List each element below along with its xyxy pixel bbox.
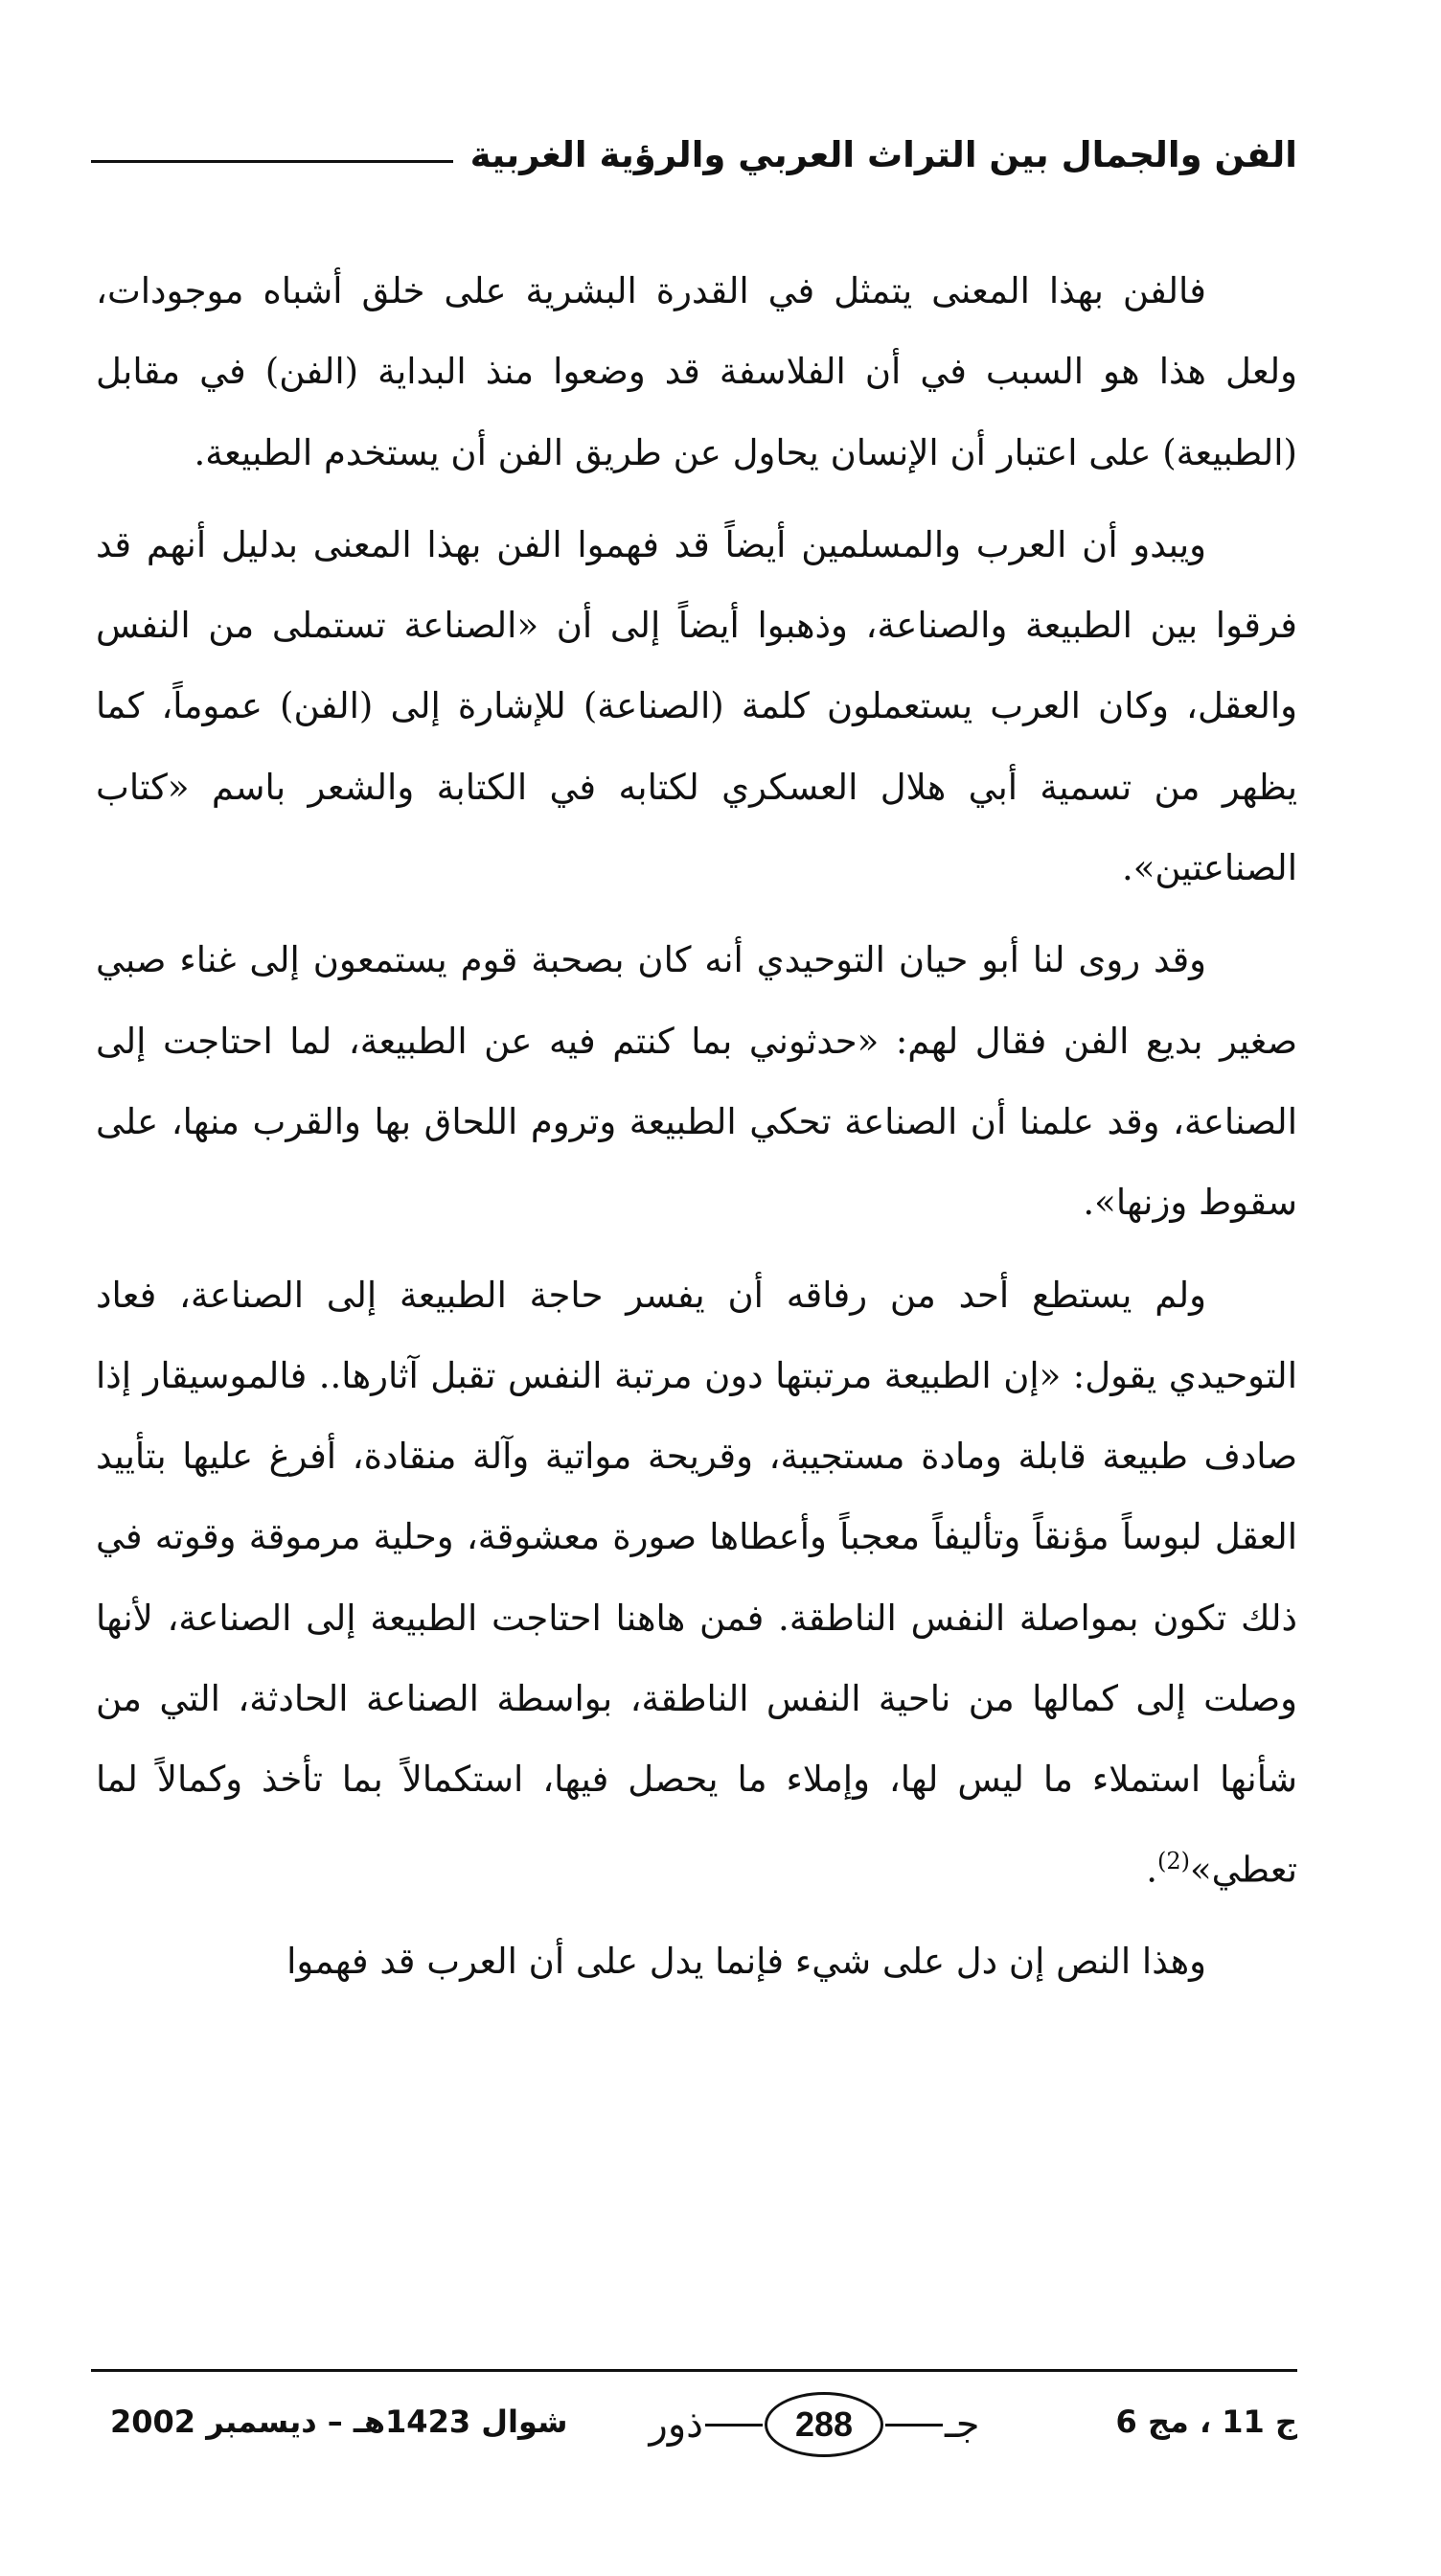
paragraph-4	[96, 1255, 1297, 1911]
brand-tatweel-line	[885, 2424, 943, 2426]
paragraph-1: فالفن بهذا المعنى يتمثل في القدرة البشرية على خلق أشباه موجودات، ولعل هذا هو السبب في أن الفلاسفة قد وضعوا منذ البداية (الفن) في مقابل (الطبيعة) على اعتبار أن الإنسان يحاول عن طريق الفن أن يستخدم الطبيعة.	[96, 270, 1297, 473]
running-header	[91, 134, 1297, 175]
paragraph-4-text: ولم يستطع أحد من رفاقه أن يفسر حاجة الطبيعة إلى الصناعة، فعاد التوحيدي يقول: «إن الطبيعة مرتبتها دون مرتبة النفس تقبل آثارها.. فالموسيقار إذا صادف طبيعة قابلة ومادة مستجيبة، وقريحة مواتية وآلة منقادة، أفرغ عليها بتأييد العقل لبوساً مؤنقاً وتأليفاً معجباً وأعطاها صورة معشوقة، وحلية مرموقة وقوته في ذلك تكون بمواصلة النفس الناطقة. فمن هاهنا احتاجت الطبيعة إلى الصناعة، لأنها وصلت إلى كمالها من ناحية النفس الناطقة، بواسطة الصناعة الحادثة، التي من شأنها استملاء ما ليس لها، وإملاء ما يحصل فيها، استكمالاً بما تأخذ وكمالاً لما تعطي»	[96, 1274, 1297, 1890]
paragraph-5: وهذا النص إن دل على شيء فإنما يدل على أن العرب قد فهموا	[286, 1941, 1206, 1983]
issue-date: شوال 1423هـ – ديسمبر 2002	[110, 2404, 568, 2440]
header-rule	[91, 160, 453, 163]
brand-text-right: جـ	[945, 2403, 980, 2447]
journal-brand	[623, 2386, 1006, 2463]
paragraph-2: ويبدو أن العرب والمسلمين أيضاً قد فهموا الفن بهذا المعنى بدليل أنهم قد فرقوا بين الطبيعة والصناعة، وذهبوا أيضاً إلى أن «الصناعة تستملى من النفس والعقل، وكان العرب يستعملون كلمة (الصناعة) للإشارة إلى (الفن) عموماً، كما يظهر من تسمية أبي هلال العسكري لكتابه في الكتابة والشعر باسم «كتاب الصناعتين».	[96, 523, 1297, 889]
footnote-marker: (2)	[1156, 1847, 1191, 1874]
footer-rule	[91, 2369, 1297, 2372]
brand-text-left: ذور	[649, 2403, 703, 2447]
running-title: الفن والجمال بين التراث العربي والرؤية الغربية	[469, 134, 1297, 175]
paragraph-3: وقد روى لنا أبو حيان التوحيدي أنه كان بصحبة قوم يستمعون إلى غناء صبي صغير بديع الفن فقال لهم: «حدثوني بما كنتم فيه عن الطبيعة، لما احتاجت إلى الصناعة، وقد علمنا أن الصناعة تحكي الطبيعة وتروم اللحاق بها والقرب منها، على سقوط وزنها».	[96, 939, 1297, 1224]
issue-info: ج 11 ، مج 6	[1115, 2404, 1297, 2440]
page-footer	[91, 2386, 1297, 2463]
body-text	[96, 251, 1297, 2014]
paragraph-4-period: .	[1146, 1848, 1157, 1890]
brand-tatweel-line	[705, 2424, 763, 2426]
page-number: 288	[765, 2392, 883, 2457]
